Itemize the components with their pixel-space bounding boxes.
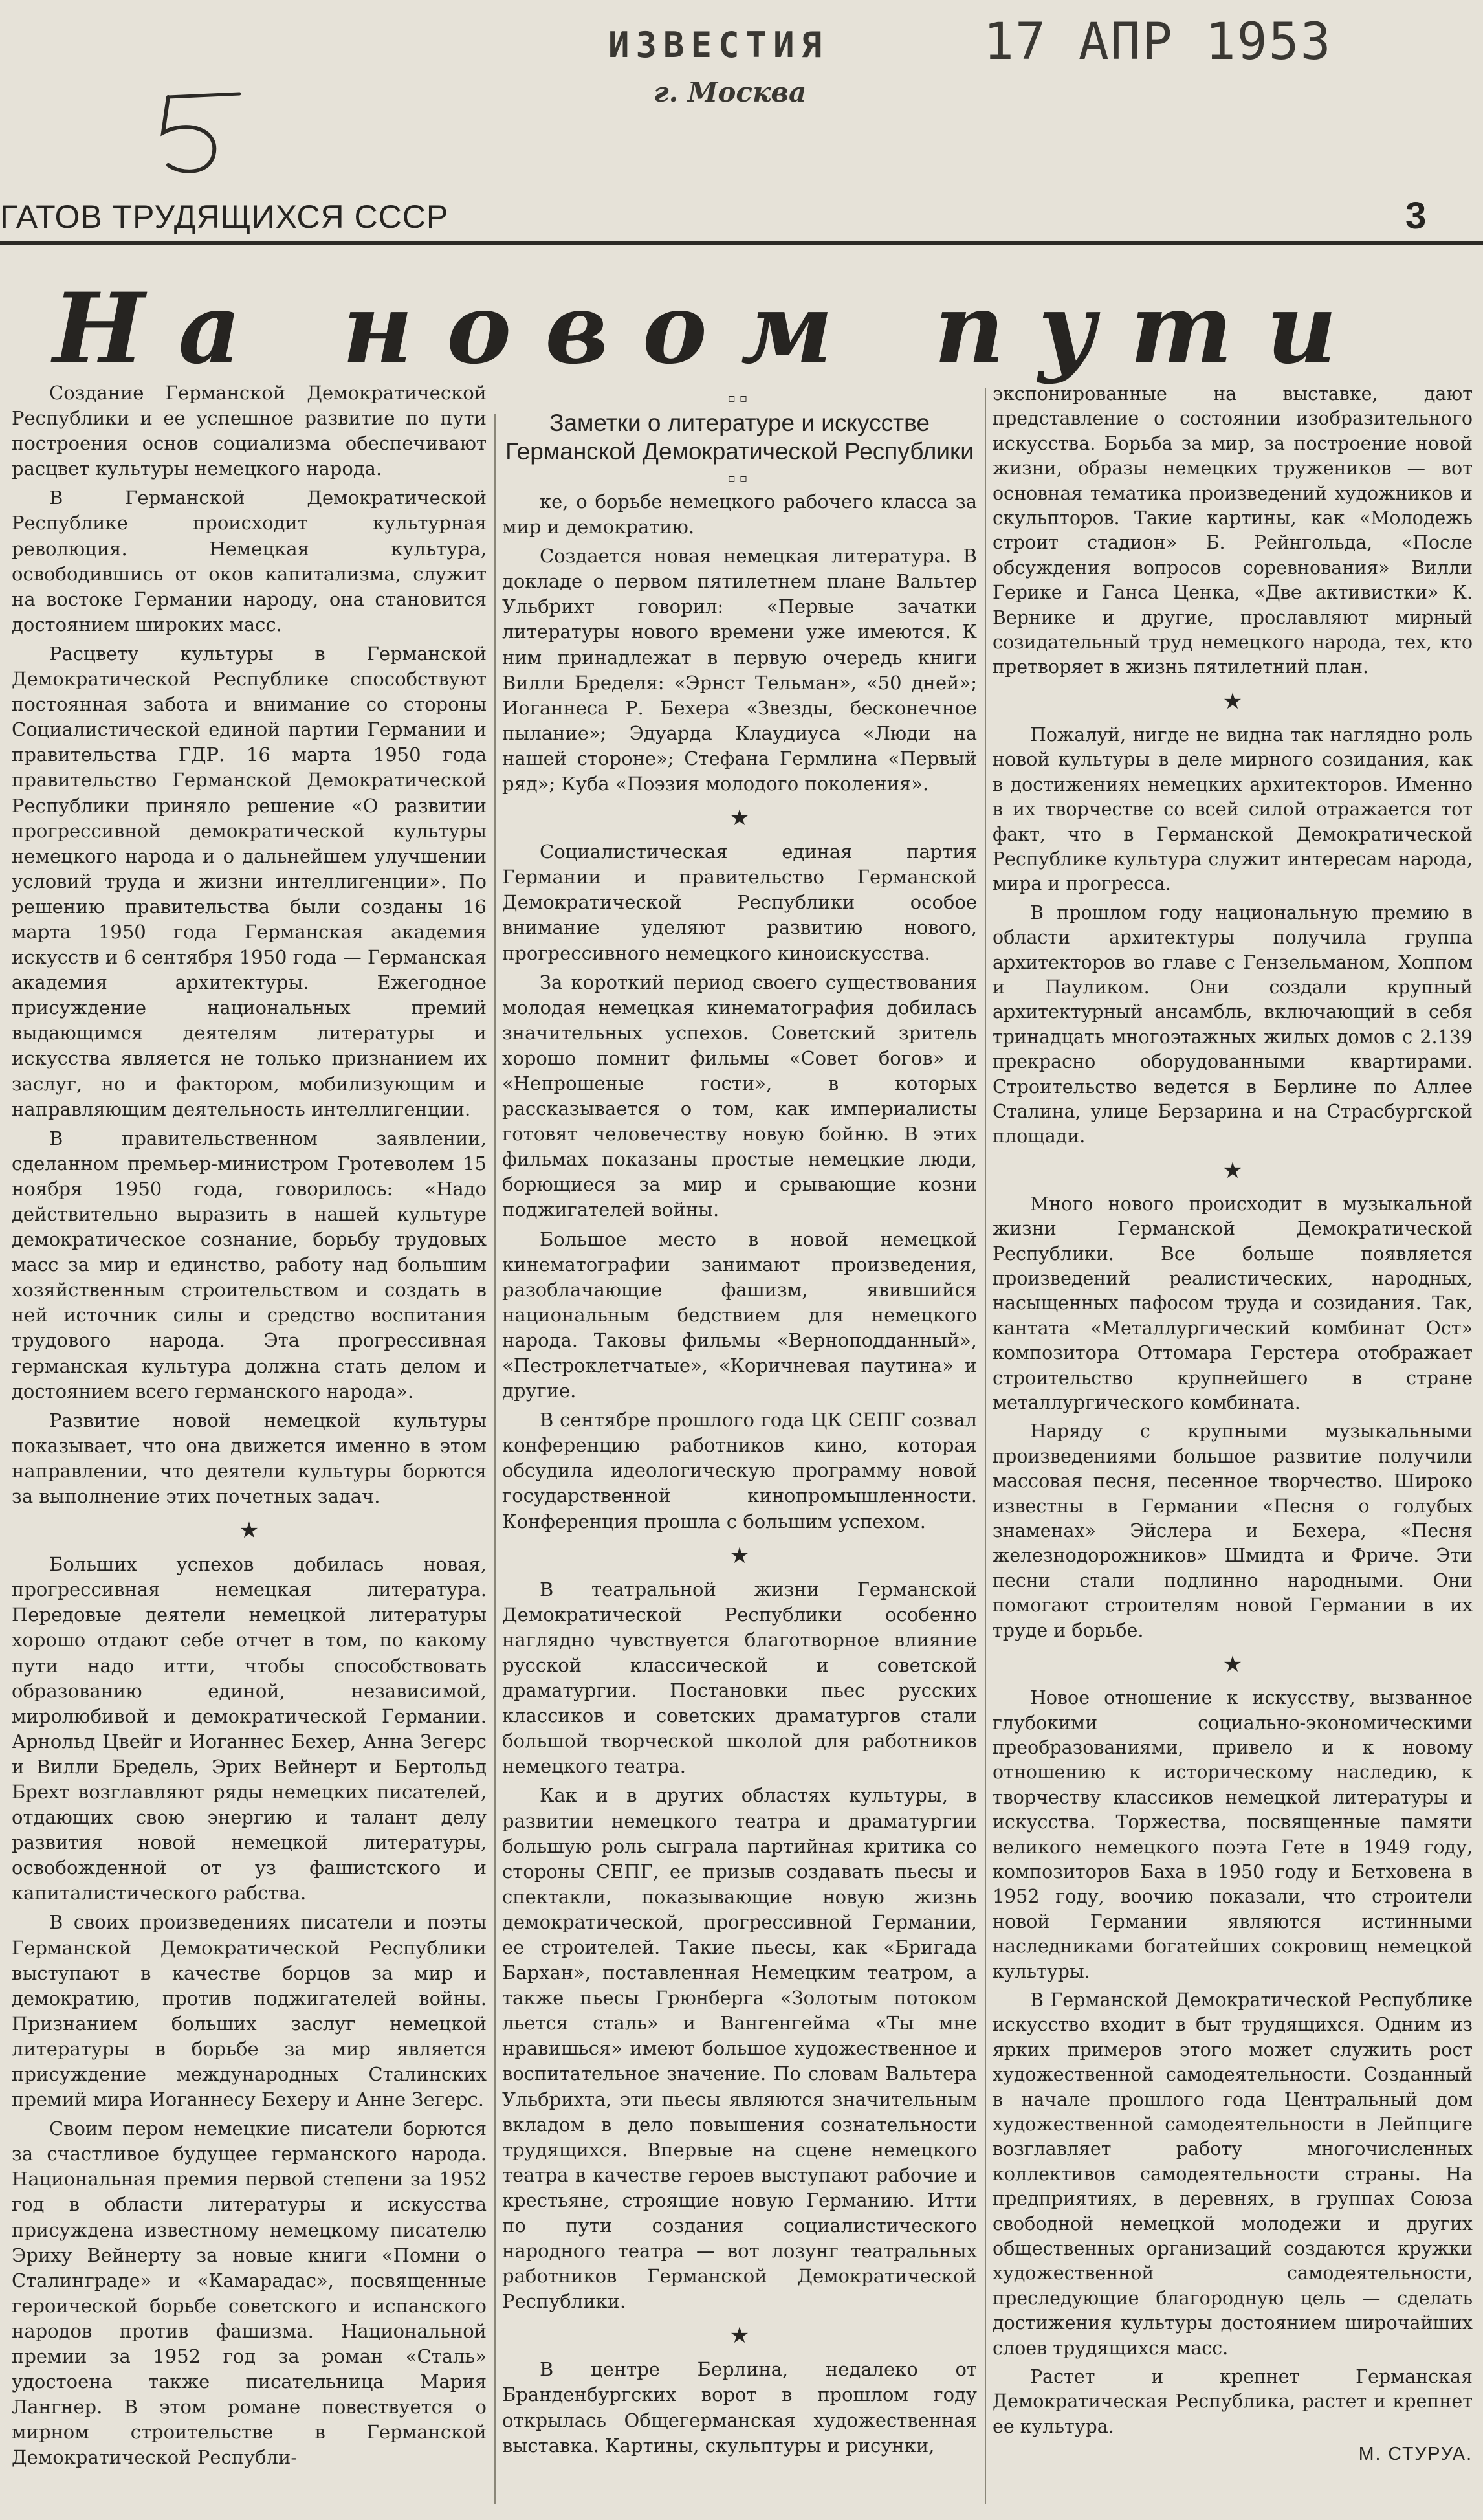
- section-star: ★: [729, 805, 750, 832]
- section-star: ★: [239, 1518, 259, 1544]
- paragraph: Наряду с крупными музыкальными произведениями большое развитие получили массовая песня, песенное творчество. Широко известны в Германии «Песня о голубых знаменах» Эйслера и Бехера, «Песня железнодорожников» Шмидта и Фриче. Эти песни стали подлинно народными. Они помогают строителям новой Германии в их труде и борьбе.: [993, 1420, 1473, 1641]
- paragraph: Своим пером немецкие писатели борются за счастливое будущее германского народа. Национальная премия первой степени за 1952 год в области литературы и искусства присуждена известному немецкому писателю Эриху Вейнерту за новые книги «Помни о Сталинграде» и «Камарадас», посвященные героической борьбе советского и испанского народов против фашизма. Национальной премии за 1952 год за роман «Сталь» удостоена также писательница Мария Лангнер. В этом романе повествуется о мирном строительстве в Германской Демократической Республи-: [12, 2117, 487, 2469]
- paragraph: В сентябре прошлого года ЦК СЕПГ созвал конференцию работников кино, которая обсудила идеологическую программу новой государственной кинопромышленности. Конференция прошла с большим успехом.: [502, 1409, 977, 1532]
- paragraph: Растет и крепнет Германская Демократическая Республика, растет и крепнет ее культура.: [993, 2366, 1473, 2437]
- paragraph: Развитие новой немецкой культуры показывает, что она движется именно в этом направлении, что деятели культуры борются за выполнение этих почетных задач.: [12, 1409, 487, 1508]
- column-divider: [985, 388, 986, 2504]
- section-star: ★: [1222, 1157, 1243, 1184]
- column-1: [12, 381, 487, 2471]
- page-number: 3: [1405, 195, 1427, 237]
- paragraph: Много нового происходит в музыкальной жизни Германской Демократической Республики. Все больше появляется произведений реалистических, народных, насыщенных пафосом труда и созидания. Так, кантата «Металлургический комбинат Ост» композитора Оттомара Герстера отображает строительство крупнейшего в стране металлургического комбината.: [993, 1193, 1473, 1414]
- paragraph: Расцвету культуры в Германской Демократической Республике способствуют постоянная забота и внимание со стороны Социалистической единой партии Германии и правительства ГДР. 16 марта 1950 года правительство Германской Демократической Республики приняло решение «О развитии прогрессивной демократической культуры немецкого народа и о дальнейшем улучшении условий труда и жизни интеллигенции». По решению правительства были созданы 16 марта 1950 года Германская академия искусств и 6 сентября 1950 года — Германская академия архитектуры. Ежегодное присуждение национальных премий выдающимся деятелям литературы и искусства является не только признанием их заслуг, но и фактором, мобилизующим и направляющим деятельность интеллигенции.: [12, 642, 487, 1120]
- ornament: ▫▫: [727, 472, 752, 485]
- paragraph: Создание Германской Демократической Республики и ее успешное развитие по пути построения основ социализма обеспечивают расцвет культуры немецкого народа.: [12, 382, 487, 480]
- column-3: [993, 382, 1473, 2467]
- paragraph: В прошлом году национальную премию в области архитектуры получила группа архитекторов во главе с Гензельманом, Хоппом и Пауликом. Они создали крупный архитектурный ансамбль, включающий в себя тринадцать многоэтажных жилых домов с 2.139 прекрасно оборудованными квартирами. Строительство ведется в Берлине по Аллее Сталина, улице Берзарина и на Страсбургской площади.: [993, 901, 1473, 1147]
- paragraph: Новое отношение к искусству, вызванное глубокими социально-экономическими преобразованиями, привело и к новому отношению к историческому наследию, к творчеству классиков немецкой литературы и искусства. Торжества, посвященные памяти великого немецкого поэта Гете в 1949 году, композиторов Баха в 1950 году и Бетховена в 1952 году, воочию показали, что строители новой Германии являются истинными наследниками богатейших сокровищ немецкой культуры.: [993, 1687, 1473, 1982]
- section-star: ★: [729, 1542, 750, 1569]
- paragraph: Большое место в новой немецкой кинематографии занимают произведения, разоблачающие фашизм, явившийся национальным бедствием для немецкого народа. Таковы фильмы «Верноподданный», «Пестроклетчатые», «Коричневая паутина» и другие.: [502, 1228, 977, 1402]
- paragraph: В центре Берлина, недалеко от Бранденбургских ворот в прошлом году открылась Общегерманская художественная выставка. Картины, скульптуры и рисунки,: [502, 2358, 977, 2457]
- ornament: ▫▫: [727, 392, 752, 405]
- column-2: [502, 388, 977, 2459]
- paragraph: В театральной жизни Германской Демократической Республики особенно наглядно чувствуется благотворное влияние русской классической и советской драматургии. Постановки пьес русских классиков и советских драматургов стали большой творческой школой для работников немецкого театра.: [502, 1578, 977, 1778]
- masthead-rule: [0, 241, 1483, 245]
- section-star: ★: [729, 2323, 750, 2349]
- paragraph: В своих произведениях писатели и поэты Германской Демократической Республики выступают в качестве борцов за мир и демократию, против поджигателей войны. Признанием больших заслуг немецкой литературы в борьбе за мир является присуждение международных Сталинских премий мира Иоганнесу Бехеру и Анне Зегерс.: [12, 1911, 487, 2111]
- author-signature: М. СТУРУА.: [1358, 2444, 1473, 2465]
- city-stamp: г. Москва: [654, 76, 807, 108]
- paragraph: экспонированные на выставке, дают представление о состоянии изобразительного искусства. Борьба за мир, за построение новой жизни, образы немецких тружеников — вот основная тематика произведений художников и скульпторов. Такие картины, как «Молодежь строит стадион» Б. Рейнгольда, «После обсуждения вопросов соревнования» Вилли Герике и Ганса Ценка, «Две активистки» К. Вернике и другие, прославляют мирный созидательный труд немецкого народа, тех, кто претворяет в жизнь пятилетний план.: [993, 383, 1473, 678]
- newspaper-stamp: ИЗВЕСТИЯ: [608, 25, 829, 65]
- handwritten-mark: [149, 84, 259, 181]
- paragraph: В Германской Демократической Республике происходит культурная революция. Немецкая культура, освободившись от оков капитализма, служит на востоке Германии народу, она становится достоянием широких масс.: [12, 487, 487, 636]
- article-subtitle: Заметки о литературе и искусстве Германской Демократической Республики: [505, 410, 974, 465]
- paragraph: Социалистическая единая партия Германии и правительство Германской Демократической Республики особое внимание уделяют развитию нового, прогрессивного немецкого киноискусства.: [502, 841, 977, 964]
- paragraph: Создается новая немецкая литература. В докладе о первом пятилетнем плане Вальтер Ульбрихт говорил: «Первые зачатки литературы нового времени уже имеются. К ним принадлежат в первую очередь книги Вилли Бределя: «Эрнст Тельман», «50 дней»; Иоганнеса Р. Бехера «Звезды, бесконечное пылание»; Эдуарда Клаудиуса «Люди на нашей стороне»; Стефана Гермлина «Первый ряд»; Куба «Поэзия молодого поколения».: [502, 545, 977, 795]
- masthead-fragment: ГАТОВ ТРУДЯЩИХСЯ СССР: [0, 199, 449, 235]
- paragraph: В Германской Демократической Республике искусство входит в быт трудящихся. Одним из ярких примеров этого может служить рост художественной самодеятельности. Созданный в начале прошлого года Центральный дом художественной самодеятельности в Лейпциге возглавляет работу многочисленных коллективов самодеятельности страны. На предприятиях, в деревнях, в группах Союза свободной немецкой молодежи и других общественных организаций создаются кружки художественной самодеятельности, преследующие благородную цель — сделать достижения культуры достоянием широчайших слоев трудящихся масс.: [993, 1989, 1473, 2359]
- paragraph: Как и в других областях культуры, в развитии немецкого театра и драматургии большую роль сыграла партийная критика со стороны СЕПГ, ее призыв создавать пьесы и спектакли, показывающие новую жизнь демократической, прогрессивной Германии, ее строителей. Такие пьесы, как «Бригада Бархан», поставленная Немецким театром, а также пьесы Грюнберга «Золотым потоком льется сталь» и Вангенгейма «Ты мне нравишься» имеют большое художественное и воспитательное значение. По словам Вальтера Ульбрихта, эти пьесы являются значительным вкладом в дело повышения сознательности трудящихся. Впервые на сцене немецкого театра в качестве героев выступают рабочие и крестьяне, строящие новую Германию. Итти по пути создания социалистического народного театра — вот лозунг театральных работников Германской Демократической Республики.: [502, 1784, 977, 2313]
- paragraph: Больших успехов добилась новая, прогрессивная немецкая литература. Передовые деятели немецкой литературы хорошо отдают себе отчет в том, по какому пути надо итти, чтобы способствовать образованию единой, независимой, миролюбивой и демократической Германии. Арнольд Цвейг и Иоганнес Бехер, Анна Зегерс и Вилли Бредель, Эрих Вейнерт и Бертольд Брехт возглавляют ряды немецких писателей, отдающих свою энергию и талант делу развития новой немецкой литературы, освобожденной от уз фашистского и капиталистического рабства.: [12, 1553, 487, 1905]
- article-title: На новом пути: [52, 272, 1371, 386]
- section-star: ★: [1222, 688, 1243, 714]
- paragraph: За короткий период своего существования молодая немецкая кинематография добилась значительных успехов. Советский зритель хорошо помнит фильмы «Совет богов» и «Непрошеные гости», в которых рассказывается о том, как империалисты готовят человечеству новую бойню. В этих фильмах показаны простые немецкие люди, борющиеся за мир и срывающие козни поджигателей войны.: [502, 971, 977, 1221]
- masthead: [0, 194, 1483, 239]
- paragraph: В правительственном заявлении, сделанном премьер-министром Гротеволем 15 ноября 1950 года, говорилось: «Надо действительно выразить в нашей культуре демократическое сознание, борьбу трудовых масс за мир и единство, работу над большим хозяйственным строительством и создать в ней источник силы и средство воспитания трудового народа. Эта прогрессивная германская культура должна стать делом и достоянием всего германского народа».: [12, 1127, 487, 1402]
- paragraph: ке, о борьбе немецкого рабочего класса за мир и демократию.: [502, 491, 977, 538]
- column-divider: [494, 414, 496, 2504]
- date-stamp: 17 АПР 1953: [983, 13, 1332, 71]
- paragraph: Пожалуй, нигде не видна так наглядно роль новой культуры в деле мирного созидания, как в достижениях немецких архитекторов. Именно в их творчестве со всей силой отражается тот факт, что в Германской Демократической Республике культура служит интересам народа, мира и прогресса.: [993, 724, 1473, 895]
- section-star: ★: [1222, 1652, 1243, 1678]
